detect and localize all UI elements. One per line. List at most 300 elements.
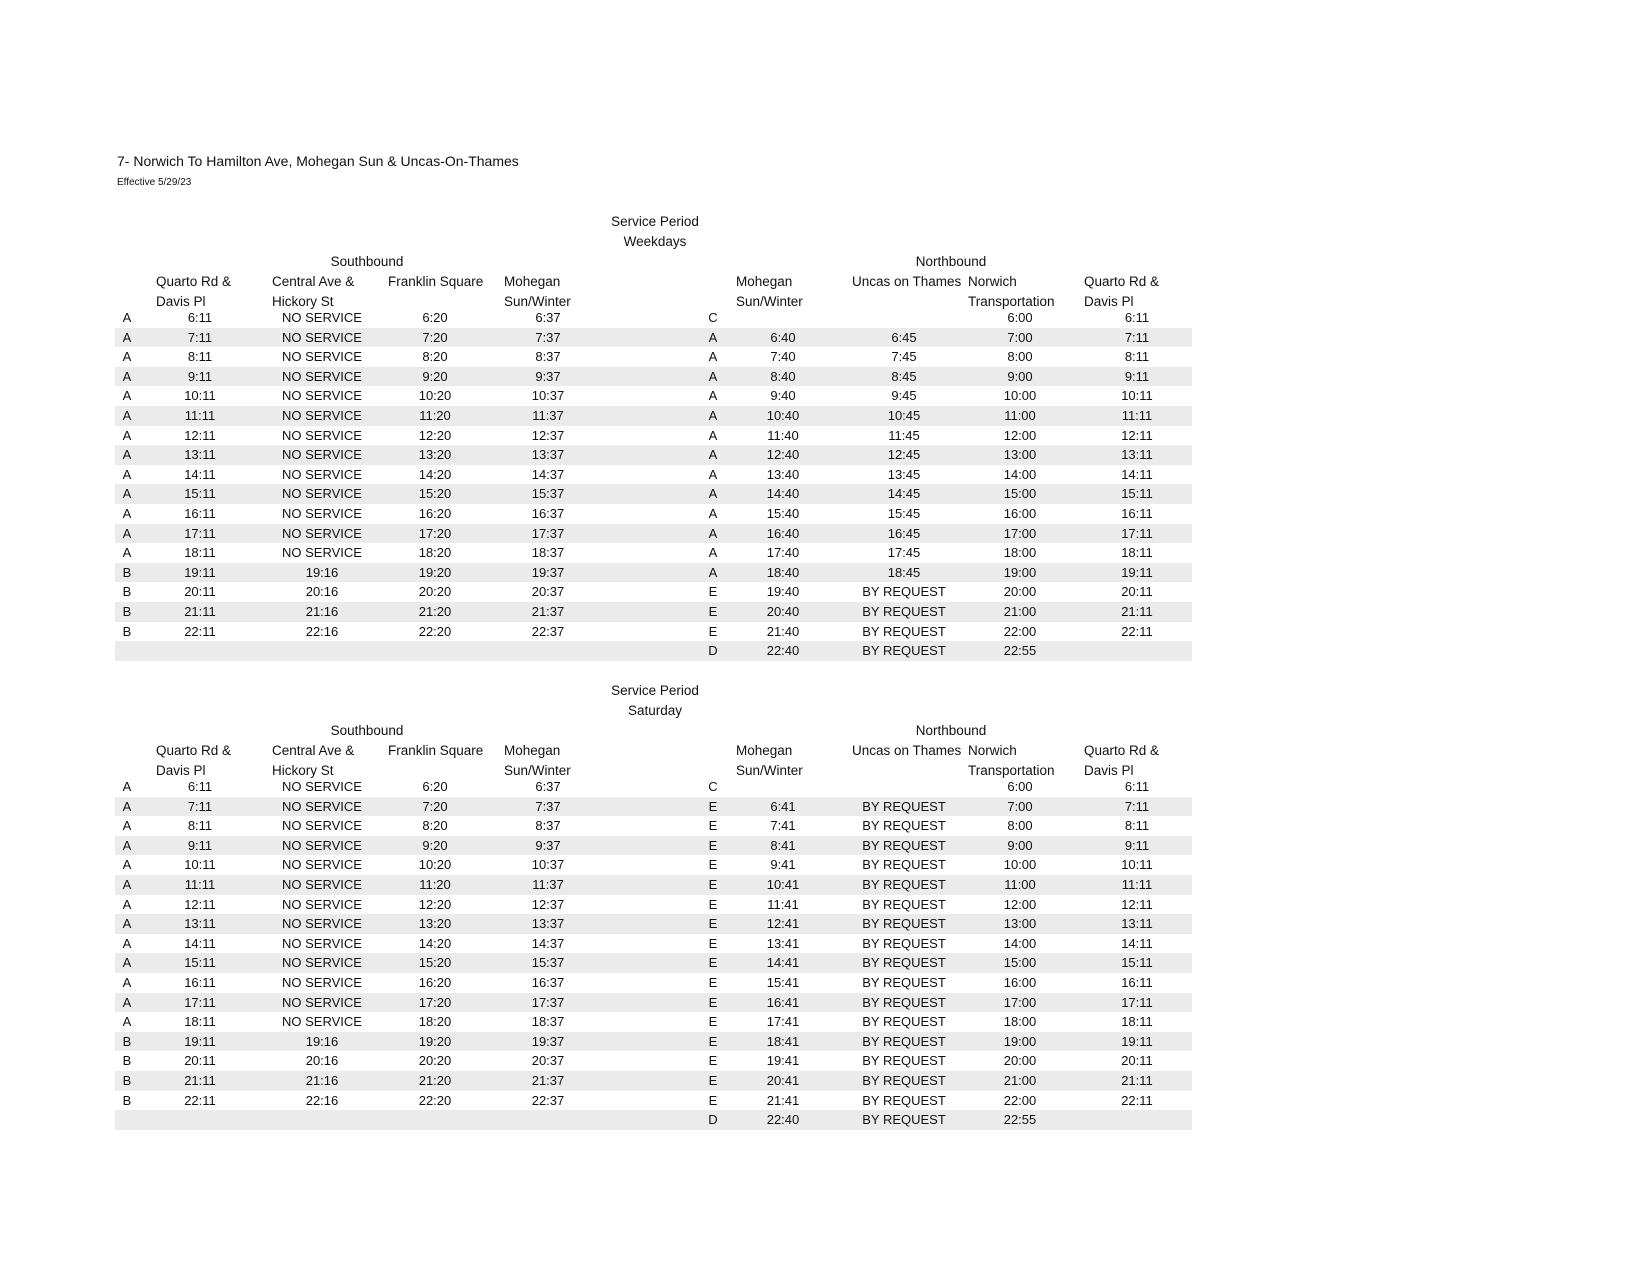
south-central-ave-time: NO SERVICE (282, 368, 362, 384)
south-quarto-rd-time: 14:11 (184, 466, 216, 482)
south-central-ave-time: NO SERVICE (282, 349, 362, 365)
south-central-ave-time: NO SERVICE (282, 466, 362, 482)
north-trip-code: E (708, 916, 718, 932)
south-trip-code: B (122, 1053, 132, 1069)
south-mohegan-time (503, 641, 593, 661)
south-quarto-rd-time: 12:11 (184, 427, 216, 443)
north-trip-code: A (708, 564, 718, 580)
north-quarto-rd-time: 18:11 (1121, 1014, 1153, 1030)
north-trip-code: A (708, 545, 718, 561)
north-norwich-time: 9:00 (1007, 837, 1033, 853)
north-quarto-rd-time: 10:11 (1121, 857, 1153, 873)
south-mohegan-time: 14:37 (531, 935, 565, 951)
south-quarto-rd-time: 9:11 (187, 837, 213, 853)
col-head-norwich-transportation: Norwich Transportation (968, 274, 1055, 309)
north-norwich-time: 19:00 (1003, 564, 1037, 580)
north-trip-code: A (708, 466, 718, 482)
north-trip-code: E (708, 857, 718, 873)
south-mohegan-time: 12:37 (531, 896, 565, 912)
south-quarto-rd-time: 14:11 (184, 935, 216, 951)
col-head-quarto-rd-north: Quarto Rd & Davis Pl (1084, 274, 1160, 309)
south-trip-code: B (122, 1033, 132, 1049)
north-mohegan-time: 15:40 (766, 505, 800, 521)
north-mohegan-time: 6:41 (770, 798, 796, 814)
south-franklin-square-time: 19:20 (418, 564, 452, 580)
north-quarto-rd-time: 15:11 (1121, 486, 1153, 502)
south-central-ave-time: NO SERVICE (282, 798, 362, 814)
south-central-ave-time: NO SERVICE (282, 310, 362, 325)
south-quarto-rd-time: 11:11 (184, 876, 216, 892)
south-franklin-square-time: 13:20 (418, 916, 452, 932)
south-quarto-rd-time: 16:11 (184, 505, 216, 521)
south-franklin-square-time: 17:20 (418, 994, 452, 1010)
south-mohegan-time: 21:37 (531, 603, 565, 619)
north-trip-code: A (708, 329, 718, 345)
south-trip-code: A (122, 466, 132, 482)
north-trip-code: E (708, 818, 718, 834)
south-mohegan-time: 6:37 (535, 310, 561, 325)
south-franklin-square-time: 16:20 (418, 974, 452, 990)
north-uncas-time: BY REQUEST (862, 1033, 946, 1049)
south-mohegan-time: 18:37 (531, 1014, 565, 1030)
north-quarto-rd-time: 18:11 (1121, 545, 1153, 561)
south-franklin-square-time: 9:20 (422, 837, 448, 853)
south-quarto-rd-time (155, 641, 245, 661)
north-trip-code: E (708, 1033, 718, 1049)
table-row (115, 836, 1192, 856)
north-mohegan-time: 19:41 (766, 1053, 800, 1069)
north-norwich-time: 8:00 (1007, 349, 1033, 365)
north-norwich-time: 15:00 (1003, 486, 1037, 502)
south-trip-code: B (122, 1092, 132, 1108)
schedule-table-body (115, 777, 1192, 1130)
south-quarto-rd-time: 7:11 (187, 798, 213, 814)
south-central-ave-time: NO SERVICE (282, 779, 362, 794)
north-mohegan-time: 18:40 (766, 564, 800, 580)
north-quarto-rd-time: 21:11 (1121, 603, 1153, 619)
south-mohegan-time: 8:37 (535, 349, 561, 365)
south-mohegan-time: 10:37 (531, 857, 565, 873)
table-row (115, 367, 1192, 387)
north-uncas-time: BY REQUEST (862, 837, 946, 853)
table-row (115, 406, 1192, 426)
north-uncas-time: BY REQUEST (862, 935, 946, 951)
south-quarto-rd-time: 8:11 (187, 349, 213, 365)
south-quarto-rd-time: 9:11 (187, 368, 213, 384)
north-norwich-time: 13:00 (1003, 447, 1037, 463)
north-quarto-rd-time: 16:11 (1121, 974, 1153, 990)
north-uncas-time: BY REQUEST (862, 798, 946, 814)
north-trip-code: A (708, 388, 718, 404)
north-uncas-time: BY REQUEST (862, 994, 946, 1010)
south-mohegan-time: 17:37 (531, 525, 565, 541)
table-row (115, 582, 1192, 602)
table-row (115, 445, 1192, 465)
south-central-ave-time: NO SERVICE (282, 974, 362, 990)
north-trip-code: E (708, 1072, 718, 1088)
south-franklin-square-time: 9:20 (422, 368, 448, 384)
south-trip-code (115, 1110, 139, 1130)
north-norwich-time: 17:00 (1003, 994, 1037, 1010)
north-norwich-time: 12:00 (1003, 896, 1037, 912)
north-uncas-time: BY REQUEST (862, 1072, 946, 1088)
north-uncas-time: BY REQUEST (862, 955, 946, 971)
north-trip-code: E (708, 1053, 718, 1069)
south-central-ave-time: NO SERVICE (282, 329, 362, 345)
south-mohegan-time: 14:37 (531, 466, 565, 482)
north-norwich-time: 7:00 (1007, 329, 1033, 345)
col-head-uncas-on-thames: Uncas on Thames (852, 274, 962, 289)
south-trip-code: A (122, 447, 132, 463)
col-head-mohegan-north: Mohegan Sun/Winter (736, 743, 803, 778)
north-trip-code: E (708, 603, 718, 619)
table-row (115, 973, 1192, 993)
schedule-table-body (115, 308, 1192, 661)
north-norwich-time: 9:00 (1007, 368, 1033, 384)
south-trip-code: A (122, 329, 132, 345)
north-trip-code: E (708, 974, 718, 990)
south-franklin-square-time: 12:20 (418, 427, 452, 443)
north-uncas-time: BY REQUEST (862, 916, 946, 932)
south-quarto-rd-time: 10:11 (184, 388, 216, 404)
table-row (115, 1032, 1192, 1052)
south-central-ave-time: 20:16 (305, 1053, 339, 1069)
north-mohegan-time: 22:40 (766, 1112, 800, 1128)
south-central-ave-time: NO SERVICE (282, 505, 362, 521)
north-norwich-time: 22:00 (1003, 623, 1037, 639)
north-quarto-rd-time: 13:11 (1121, 447, 1153, 463)
north-mohegan-time: 10:40 (766, 407, 800, 423)
north-quarto-rd-time: 9:11 (1124, 837, 1150, 853)
south-trip-code: A (122, 349, 132, 365)
table-row (115, 1091, 1192, 1111)
south-franklin-square-time: 14:20 (418, 935, 452, 951)
south-quarto-rd-time (155, 1110, 245, 1130)
north-mohegan-time: 9:40 (770, 388, 796, 404)
north-norwich-time: 10:00 (1003, 857, 1037, 873)
south-central-ave-time: NO SERVICE (282, 916, 362, 932)
south-trip-code: B (122, 584, 132, 600)
south-trip-code: A (122, 427, 132, 443)
north-quarto-rd-time: 11:11 (1121, 876, 1153, 892)
north-quarto-rd-time: 22:11 (1121, 1092, 1153, 1108)
north-trip-code: E (708, 955, 718, 971)
table-row (115, 563, 1192, 583)
south-trip-code: A (122, 545, 132, 561)
north-uncas-time: 11:45 (888, 427, 920, 443)
table-row (115, 347, 1192, 367)
north-mohegan-time: 18:41 (766, 1033, 800, 1049)
table-row (115, 504, 1192, 524)
south-mohegan-time: 8:37 (535, 818, 561, 834)
north-quarto-rd-time: 20:11 (1121, 584, 1153, 600)
north-norwich-time: 6:00 (1007, 779, 1033, 794)
north-uncas-time: BY REQUEST (862, 974, 946, 990)
table-row (115, 308, 1192, 328)
north-mohegan-time: 11:41 (767, 896, 799, 912)
south-franklin-square-time: 22:20 (418, 1092, 452, 1108)
south-trip-code: A (122, 505, 132, 521)
table-row (115, 875, 1192, 895)
north-uncas-time: BY REQUEST (862, 584, 946, 600)
north-norwich-time: 14:00 (1003, 466, 1037, 482)
south-trip-code: B (122, 1072, 132, 1088)
north-norwich-time: 22:55 (1003, 1112, 1037, 1128)
south-mohegan-time: 16:37 (531, 974, 565, 990)
table-row (115, 797, 1192, 817)
south-mohegan-time: 22:37 (531, 623, 565, 639)
south-trip-code: A (122, 857, 132, 873)
south-mohegan-time: 9:37 (535, 368, 561, 384)
north-norwich-time: 16:00 (1003, 505, 1037, 521)
south-franklin-square-time: 15:20 (418, 955, 452, 971)
north-trip-code: E (708, 798, 718, 814)
col-head-quarto-rd-south: Quarto Rd & Davis Pl (156, 274, 232, 309)
north-uncas-time: BY REQUEST (862, 1053, 946, 1069)
north-quarto-rd-time: 17:11 (1121, 525, 1153, 541)
north-norwich-time: 17:00 (1003, 525, 1037, 541)
south-mohegan-time: 10:37 (531, 388, 565, 404)
south-central-ave-time: NO SERVICE (282, 407, 362, 423)
table-row (115, 484, 1192, 504)
north-trip-code: C (708, 779, 718, 794)
south-franklin-square-time: 22:20 (418, 623, 452, 639)
south-quarto-rd-time: 17:11 (184, 525, 216, 541)
north-mohegan-time: 7:40 (770, 349, 796, 365)
north-trip-code: A (708, 486, 718, 502)
north-norwich-time: 22:55 (1003, 643, 1037, 659)
north-mohegan-time: 20:40 (766, 603, 800, 619)
table-row (115, 543, 1192, 563)
south-franklin-square-time: 11:20 (419, 407, 451, 423)
northbound-label: Northbound (915, 254, 987, 269)
north-uncas-time: BY REQUEST (862, 818, 946, 834)
north-trip-code: A (708, 368, 718, 384)
north-quarto-rd-time: 20:11 (1121, 1053, 1153, 1069)
south-franklin-square-time: 16:20 (418, 505, 452, 521)
south-franklin-square-time: 15:20 (418, 486, 452, 502)
north-uncas-time: 18:45 (887, 564, 921, 580)
north-trip-code: C (708, 310, 718, 325)
table-row (115, 1071, 1192, 1091)
south-franklin-square-time (385, 641, 485, 661)
south-central-ave-time: NO SERVICE (282, 837, 362, 853)
north-mohegan-time: 8:40 (770, 368, 796, 384)
south-mohegan-time: 15:37 (531, 486, 565, 502)
south-mohegan-time: 21:37 (531, 1072, 565, 1088)
south-mohegan-time: 20:37 (531, 584, 565, 600)
south-mohegan-time: 18:37 (531, 545, 565, 561)
north-quarto-rd-time: 8:11 (1124, 818, 1150, 834)
south-mohegan-time: 16:37 (531, 505, 565, 521)
south-trip-code: A (122, 388, 132, 404)
north-trip-code: A (708, 407, 718, 423)
south-franklin-square-time: 21:20 (418, 603, 452, 619)
south-trip-code: A (122, 916, 132, 932)
south-mohegan-time: 15:37 (531, 955, 565, 971)
north-quarto-rd-time: 8:11 (1124, 349, 1150, 365)
south-trip-code: A (122, 818, 132, 834)
south-mohegan-time: 17:37 (531, 994, 565, 1010)
table-row (115, 328, 1192, 348)
col-head-mohegan-north: Mohegan Sun/Winter (736, 274, 803, 309)
south-quarto-rd-time: 13:11 (184, 447, 216, 463)
effective-date: Effective 5/29/23 (117, 177, 192, 188)
north-mohegan-time: 16:41 (766, 994, 800, 1010)
north-quarto-rd-time: 14:11 (1121, 935, 1153, 951)
south-quarto-rd-time: 13:11 (184, 916, 216, 932)
table-row (115, 426, 1192, 446)
south-trip-code: A (122, 779, 132, 794)
north-mohegan-time: 11:40 (767, 427, 799, 443)
south-central-ave-time: NO SERVICE (282, 388, 362, 404)
north-mohegan-time: 13:40 (766, 466, 800, 482)
north-uncas-time: 16:45 (887, 525, 921, 541)
south-central-ave-time: 19:16 (305, 564, 339, 580)
table-row (115, 602, 1192, 622)
north-uncas-time: 8:45 (891, 368, 917, 384)
north-trip-code: D (708, 643, 718, 659)
south-trip-code: A (122, 896, 132, 912)
south-franklin-square-time (385, 1110, 485, 1130)
north-quarto-rd-time: 9:11 (1124, 368, 1150, 384)
southbound-label: Southbound (330, 723, 404, 738)
south-mohegan-time: 13:37 (531, 447, 565, 463)
north-mohegan-time: 12:40 (766, 447, 800, 463)
north-mohegan-time: 21:41 (766, 1092, 800, 1108)
col-head-franklin-square: Franklin Square (388, 274, 484, 289)
south-trip-code: A (122, 837, 132, 853)
south-quarto-rd-time: 15:11 (184, 955, 216, 971)
north-uncas-time: 14:45 (887, 486, 921, 502)
south-mohegan-time: 7:37 (535, 798, 561, 814)
north-uncas-time: 9:45 (891, 388, 917, 404)
south-central-ave-time: NO SERVICE (282, 935, 362, 951)
south-franklin-square-time: 7:20 (422, 329, 448, 345)
north-norwich-time: 12:00 (1003, 427, 1037, 443)
south-franklin-square-time: 6:20 (422, 779, 448, 794)
south-franklin-square-time: 6:20 (422, 310, 448, 325)
south-quarto-rd-time: 17:11 (184, 994, 216, 1010)
south-trip-code: B (122, 564, 132, 580)
north-quarto-rd-time: 16:11 (1121, 505, 1153, 521)
table-row (115, 622, 1192, 642)
col-head-mohegan-south: Mohegan Sun/Winter (504, 743, 571, 778)
north-mohegan-time: 8:41 (770, 837, 796, 853)
north-trip-code: A (708, 525, 718, 541)
south-central-ave-time: 22:16 (305, 1092, 339, 1108)
south-franklin-square-time: 21:20 (418, 1072, 452, 1088)
north-norwich-time: 21:00 (1003, 1072, 1037, 1088)
south-franklin-square-time: 13:20 (418, 447, 452, 463)
south-trip-code: A (122, 310, 132, 325)
south-trip-code: A (122, 876, 132, 892)
table-row (115, 855, 1192, 875)
south-trip-code: A (122, 798, 132, 814)
south-central-ave-time: NO SERVICE (282, 427, 362, 443)
north-quarto-rd-time: 21:11 (1121, 1072, 1153, 1088)
south-quarto-rd-time: 16:11 (184, 974, 216, 990)
north-mohegan-time: 14:40 (766, 486, 800, 502)
north-quarto-rd-time: 14:11 (1121, 466, 1153, 482)
north-norwich-time: 15:00 (1003, 955, 1037, 971)
north-uncas-time: 15:45 (887, 505, 921, 521)
south-trip-code: A (122, 486, 132, 502)
north-uncas-time: BY REQUEST (862, 857, 946, 873)
south-trip-code: A (122, 935, 132, 951)
south-quarto-rd-time: 18:11 (184, 545, 216, 561)
south-mohegan-time: 11:37 (532, 876, 564, 892)
north-norwich-time: 20:00 (1003, 1053, 1037, 1069)
north-mohegan-time: 13:41 (766, 935, 800, 951)
north-norwich-time: 11:00 (1004, 407, 1036, 423)
north-trip-code: E (708, 1092, 718, 1108)
south-trip-code: A (122, 974, 132, 990)
south-franklin-square-time: 19:20 (418, 1033, 452, 1049)
table-row (115, 1110, 1192, 1130)
north-norwich-time: 20:00 (1003, 584, 1037, 600)
north-trip-code: A (708, 427, 718, 443)
south-mohegan-time: 7:37 (535, 329, 561, 345)
southbound-label: Southbound (330, 254, 404, 269)
south-franklin-square-time: 12:20 (418, 896, 452, 912)
south-trip-code: A (122, 955, 132, 971)
south-franklin-square-time: 11:20 (419, 876, 451, 892)
south-central-ave-time: NO SERVICE (282, 1014, 362, 1030)
south-mohegan-time: 13:37 (531, 916, 565, 932)
north-mohegan-time: 19:40 (766, 584, 800, 600)
south-quarto-rd-time: 15:11 (184, 486, 216, 502)
north-uncas-time: BY REQUEST (862, 896, 946, 912)
north-quarto-rd-time (1087, 1110, 1187, 1130)
north-quarto-rd-time: 12:11 (1121, 427, 1153, 443)
north-trip-code: E (708, 1014, 718, 1030)
north-norwich-time: 19:00 (1003, 1033, 1037, 1049)
south-mohegan-time: 20:37 (531, 1053, 565, 1069)
north-quarto-rd-time: 10:11 (1121, 388, 1153, 404)
south-quarto-rd-time: 7:11 (187, 329, 213, 345)
table-row (115, 465, 1192, 485)
north-quarto-rd-time: 15:11 (1121, 955, 1153, 971)
south-franklin-square-time: 14:20 (418, 466, 452, 482)
north-norwich-time: 21:00 (1003, 603, 1037, 619)
north-norwich-time: 6:00 (1007, 310, 1033, 325)
south-franklin-square-time: 8:20 (422, 818, 448, 834)
south-trip-code: A (122, 525, 132, 541)
south-trip-code: B (122, 623, 132, 639)
south-mohegan-time: 19:37 (531, 564, 565, 580)
table-row (115, 386, 1192, 406)
col-head-quarto-rd-north: Quarto Rd & Davis Pl (1084, 743, 1160, 778)
col-head-central-ave: Central Ave & Hickory St (272, 743, 355, 778)
north-trip-code: D (708, 1112, 718, 1128)
north-quarto-rd-time: 19:11 (1121, 1033, 1153, 1049)
south-quarto-rd-time: 22:11 (184, 623, 216, 639)
north-mohegan-time: 7:41 (770, 818, 796, 834)
south-mohegan-time: 19:37 (531, 1033, 565, 1049)
north-quarto-rd-time: 11:11 (1121, 407, 1153, 423)
col-head-mohegan-south: Mohegan Sun/Winter (504, 274, 571, 309)
north-mohegan-time (733, 777, 833, 797)
south-franklin-square-time: 20:20 (418, 584, 452, 600)
south-central-ave-time: NO SERVICE (282, 545, 362, 561)
south-mohegan-time: 9:37 (535, 837, 561, 853)
north-norwich-time: 14:00 (1003, 935, 1037, 951)
north-quarto-rd-time: 7:11 (1124, 329, 1150, 345)
north-mohegan-time: 21:40 (766, 623, 800, 639)
table-row (115, 1051, 1192, 1071)
south-mohegan-time: 11:37 (532, 407, 564, 423)
